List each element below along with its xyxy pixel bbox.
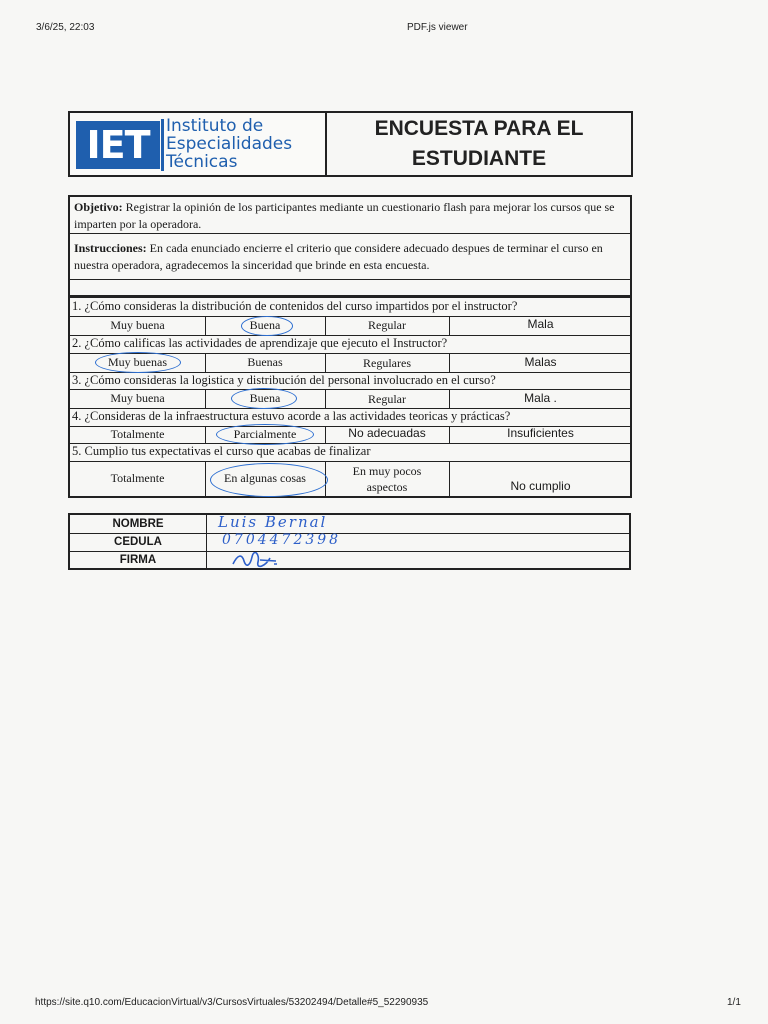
print-datetime: 3/6/25, 22:03 <box>36 22 95 33</box>
q4-option-3[interactable]: No adecuadas <box>348 425 426 440</box>
objective-text: Registrar la opinión de los participantes mediante un cuestionario flash para mejorar los cursos que se imparten por la operadora. <box>74 200 615 231</box>
info-section <box>68 195 632 297</box>
q1-option-4[interactable]: Mala <box>527 316 554 331</box>
q4-option-2[interactable]: Parcialmente <box>233 427 297 441</box>
title-line-1: ENCUESTA PARA EL <box>374 117 584 140</box>
q5-option-4[interactable]: No cumplio <box>510 479 571 493</box>
name-value[interactable]: Luis Bernal <box>218 513 328 531</box>
q1-option-3[interactable]: Regular <box>368 318 406 332</box>
survey-title <box>325 111 633 177</box>
question-3: 3. ¿Cómo consideras la logistica y distribución del personal involucrado en el curso? <box>72 373 496 387</box>
q3-option-4[interactable]: Mala . <box>524 390 557 405</box>
question-1: 1. ¿Cómo consideras la distribución de contenidos del curso impartidos por el instructor? <box>72 299 518 313</box>
q5-option-2[interactable]: En algunas cosas <box>224 471 306 485</box>
iet-logo: IET <box>76 121 160 169</box>
questions-table <box>68 297 632 498</box>
q4-selection-mark <box>216 424 314 445</box>
q1-selection-mark <box>241 316 293 336</box>
instructions <box>70 238 630 276</box>
question-2: 2. ¿Cómo calificas las actividades de aprendizaje que ejecuto el Instructor? <box>72 336 448 350</box>
signature-scribble[interactable] <box>230 552 280 568</box>
q3-option-1[interactable]: Muy buena <box>110 391 165 405</box>
instructions-text: En cada enunciado encierre el criterio que considere adecuado despues de terminar el curso en nuestra operadora, agradecemos la sinceridad que brinde en esta encuesta. <box>74 241 603 272</box>
signature-label: FIRMA <box>119 553 157 566</box>
print-viewer-title: PDF.js viewer <box>407 22 468 33</box>
objective-label: Objetivo: <box>74 200 123 214</box>
q1-option-2[interactable]: Buena <box>249 318 281 332</box>
print-url: https://site.q10.com/EducacionVirtual/v3/CursosVirtuales/53202494/Detalle#5_52290935 <box>35 997 429 1008</box>
objective <box>70 197 630 235</box>
col-line <box>206 515 207 568</box>
q4-option-1[interactable]: Totalmente <box>110 427 165 441</box>
logo-divider <box>161 119 164 171</box>
q2-option-1[interactable]: Muy buenas <box>108 355 167 369</box>
question-5: 5. Cumplio tus expectativas el curso que acabas de finalizar <box>72 444 371 458</box>
q3-option-3[interactable]: Regular <box>368 392 406 406</box>
q1-option-1[interactable]: Muy buena <box>110 318 165 332</box>
q5-selection-mark <box>210 463 328 497</box>
page-number: 1/1 <box>727 997 741 1008</box>
q2-option-4[interactable]: Malas <box>524 354 557 369</box>
brand-line-2: Especialidades <box>166 134 293 154</box>
row-line <box>70 297 630 298</box>
q2-option-3[interactable]: Regulares <box>363 356 411 370</box>
q2-option-2[interactable]: Buenas <box>247 355 283 369</box>
divider <box>70 279 630 280</box>
question-4: 4. ¿Consideras de la infraestructura estuvo acorde a las actividades teoricas y prácticas? <box>72 409 511 423</box>
divider <box>70 233 630 234</box>
brand-line-1: Instituto de <box>166 116 264 136</box>
brand-name <box>166 117 292 171</box>
id-value[interactable]: 0704472398 <box>222 532 342 548</box>
brand-block <box>68 111 325 177</box>
q2-selection-mark <box>95 352 181 373</box>
q5-option-1[interactable]: Totalmente <box>110 471 165 485</box>
instructions-label: Instrucciones: <box>74 241 147 255</box>
q3-selection-mark <box>231 388 297 409</box>
name-label: NOMBRE <box>112 518 164 530</box>
q4-option-4[interactable]: Insuficientes <box>507 425 574 440</box>
id-label: CEDULA <box>114 536 162 548</box>
q5-option-3[interactable]: En muy pocos aspectos <box>352 463 422 494</box>
brand-line-3: Técnicas <box>166 152 238 172</box>
q3-option-2[interactable]: Buena <box>249 391 281 405</box>
identity-table <box>68 513 631 570</box>
title-line-2: ESTUDIANTE <box>411 147 547 170</box>
